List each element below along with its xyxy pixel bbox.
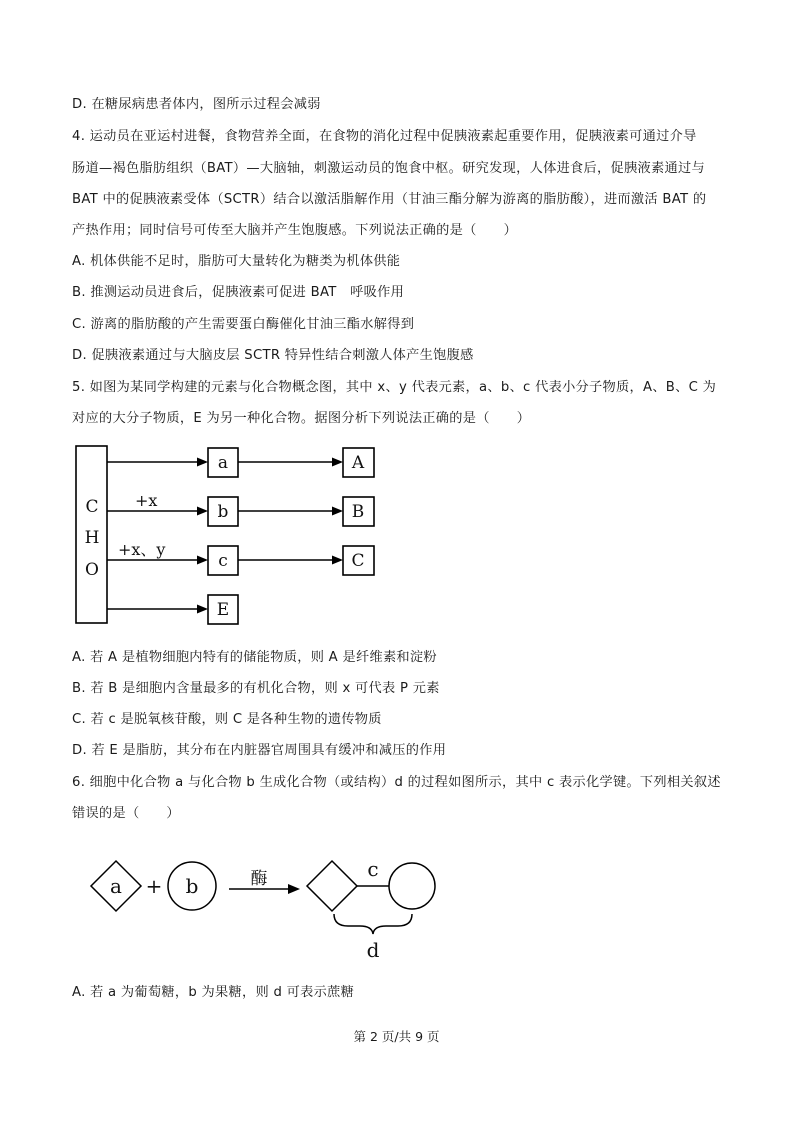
product-diamond-shape xyxy=(307,861,357,911)
element-h: H xyxy=(84,528,100,548)
small-molecule-b: b xyxy=(217,502,229,522)
q4-option-c: C. 游离的脂肪酸的产生需要蛋白酶催化甘油三酯水解得到 xyxy=(72,317,415,332)
q5-stem-line-2: 对应的大分子物质，E 为另一种化合物。据图分析下列说法正确的是（ ） xyxy=(72,411,531,426)
q4-stem-line-1: 4. 运动员在亚运村进餐，食物营养全面，在食物的消化过程中促胰液素起重要作用，促胰液素可通过介导 xyxy=(72,129,697,144)
macromolecule-c: C xyxy=(351,551,365,571)
q4-option-d: D. 促胰液素通过与大脑皮层 SCTR 特异性结合刺激人体产生饱腹感 xyxy=(72,348,474,363)
q4-stem-line-4: 产热作用；同时信号可传至大脑并产生饱腹感。下列说法正确的是（ ） xyxy=(72,223,518,238)
q5-stem-line-1: 5. 如图为某同学构建的元素与化合物概念图，其中 x、y 代表元素，a、b、c 代表小分子物质，A、B、C 为 xyxy=(72,380,717,395)
element-c: C xyxy=(85,497,99,517)
branch-label-xy: +x、y xyxy=(118,540,166,559)
q5-option-c: C. 若 c 是脱氧核苷酸，则 C 是各种生物的遗传物质 xyxy=(72,712,382,727)
compound-a-label: a xyxy=(110,874,122,898)
compound-b-label: b xyxy=(185,874,199,898)
macromolecule-a: A xyxy=(351,453,365,473)
q6-stem-line-1: 6. 细胞中化合物 a 与化合物 b 生成化合物（或结构）d 的过程如图所示，其中 c 表示化学键。下列相关叙述 xyxy=(72,775,721,790)
q5-option-d: D. 若 E 是脂肪，其分布在内脏器官周围具有缓冲和减压的作用 xyxy=(72,743,447,758)
q4-option-b: B. 推测运动员进食后，促胰液素可促进 BAT 呼吸作用 xyxy=(72,285,405,300)
q3-option-d: D. 在糖尿病患者体内，图所示过程会减弱 xyxy=(72,97,321,112)
product-d-label: d xyxy=(366,938,380,962)
plus-sign: + xyxy=(145,874,163,898)
macromolecule-b: B xyxy=(351,502,365,522)
product-circle-shape xyxy=(389,863,435,909)
q4-stem-line-3: BAT 中的促胰液素受体（SCTR）结合以激活脂解作用（甘油三酯分解为游离的脂肪酸），进而激活 BAT 的 xyxy=(72,192,707,207)
bond-c-label: c xyxy=(367,857,379,881)
page-footer: 第 2 页/共 9 页 xyxy=(353,1029,440,1044)
q6-stem-line-2: 错误的是（ ） xyxy=(72,806,180,821)
small-molecule-a: a xyxy=(217,453,229,473)
enzyme-label: 酶 xyxy=(250,869,268,889)
branch-label-x: +x xyxy=(135,491,158,510)
q6-option-a: A. 若 a 为葡萄糖，b 为果糖，则 d 可表示蔗糖 xyxy=(72,985,355,1000)
product-brace xyxy=(334,914,412,934)
compound-e: E xyxy=(216,600,230,620)
q5-option-b: B. 若 B 是细胞内含量最多的有机化合物，则 x 可代表 P 元素 xyxy=(72,681,440,696)
q5-option-a: A. 若 A 是植物细胞内特有的储能物质，则 A 是纤维素和淀粉 xyxy=(72,650,437,665)
q4-option-a: A. 机体供能不足时，脂肪可大量转化为糖类为机体供能 xyxy=(72,254,401,269)
q4-stem-line-2: 肠道—褐色脂肪组织（BAT）—大脑轴，刺激运动员的饱食中枢。研究发现，人体进食后，促胰液素通过与 xyxy=(72,161,705,176)
element-o: O xyxy=(85,560,99,580)
small-molecule-c: c xyxy=(218,551,228,571)
